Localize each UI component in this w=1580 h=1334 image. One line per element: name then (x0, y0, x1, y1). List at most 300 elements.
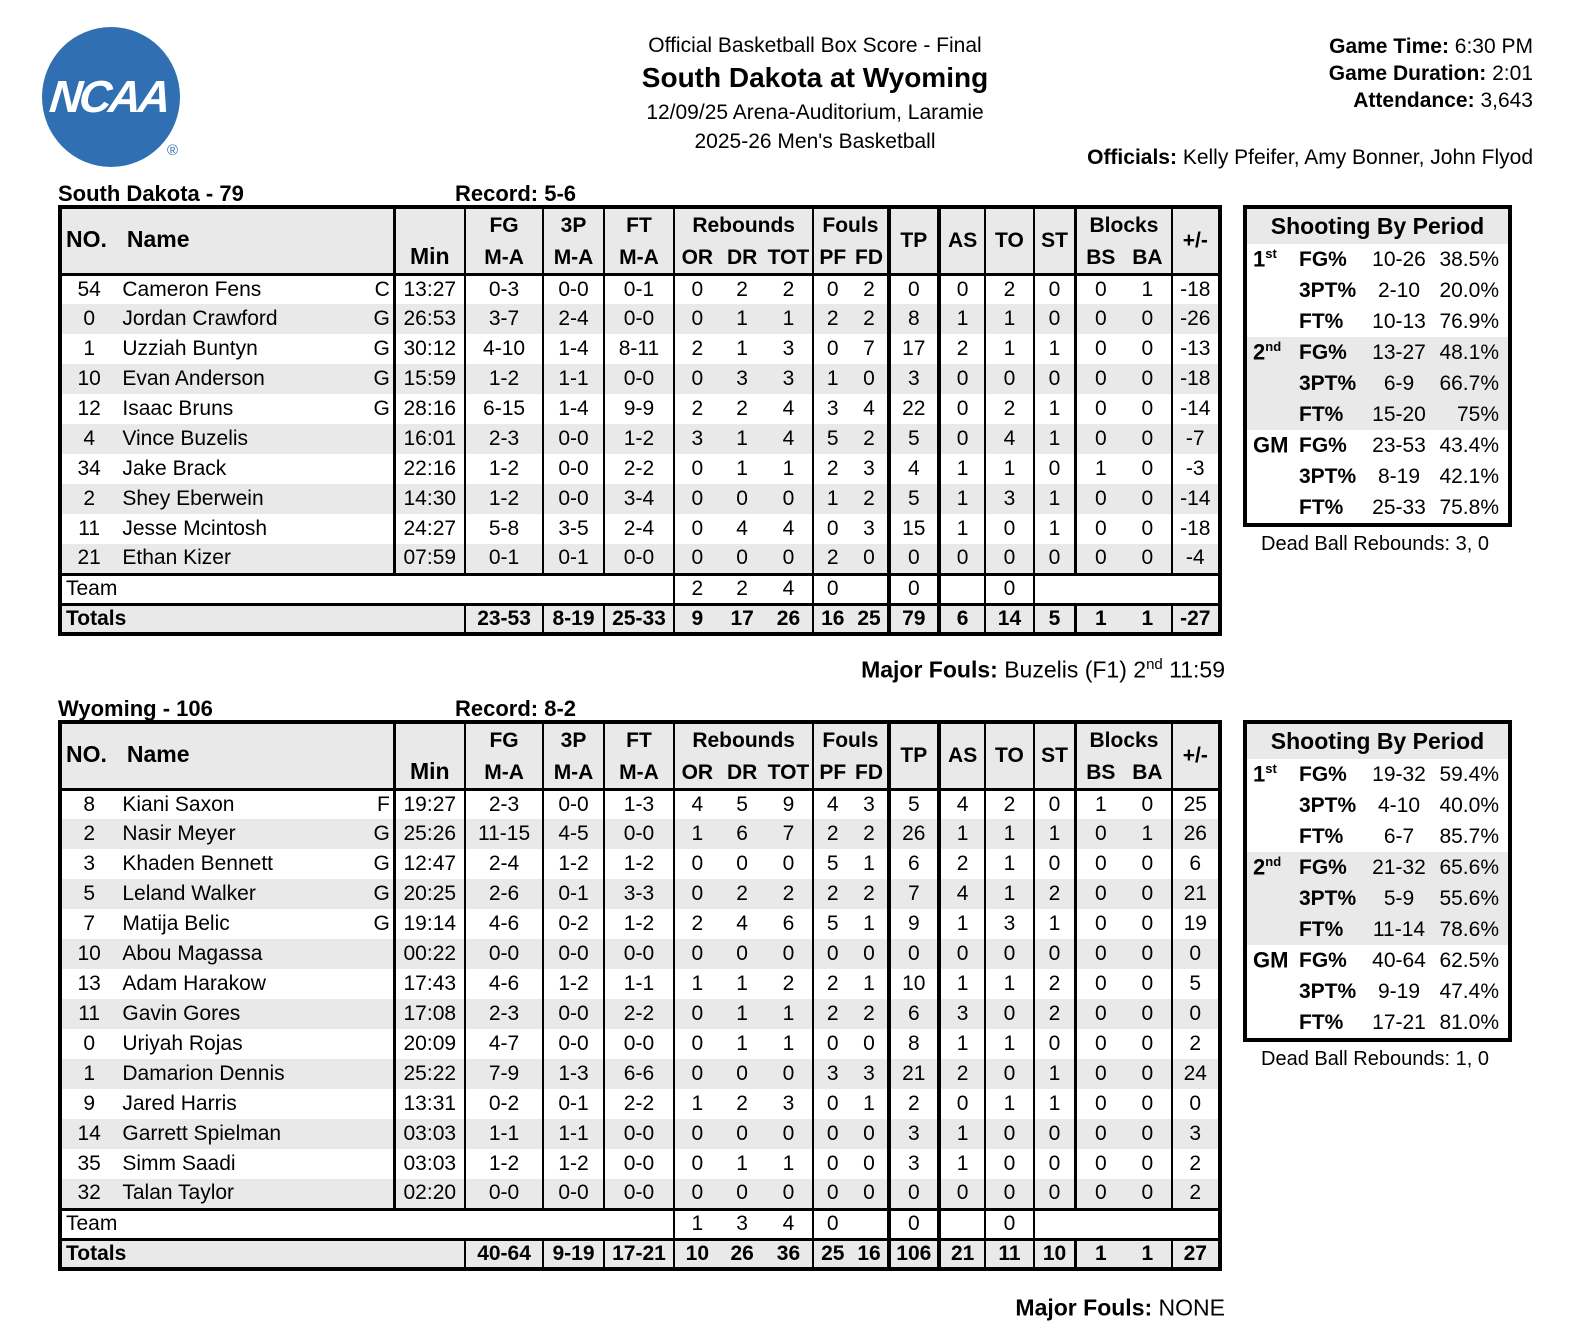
shooting-made-att: 19-32 (1372, 762, 1426, 786)
stat-ft: 1-3 (604, 789, 674, 819)
player-number: 5 (60, 879, 116, 909)
stat-ba: 1 (1141, 277, 1154, 301)
totals-label: Totals (60, 604, 465, 634)
stat-min: 17:43 (394, 969, 464, 999)
shooting-stat-label: 3PT% (1299, 793, 1357, 817)
col-name-label: Name (126, 740, 190, 767)
stat-pm: -18 (1172, 274, 1220, 304)
major-fouls-away (58, 656, 1225, 684)
stat-min: 25:26 (394, 819, 464, 849)
stat-bs: 0 (1076, 1149, 1124, 1179)
stat-min: 17:08 (394, 999, 464, 1029)
shooting-period-num: 2 (1253, 854, 1266, 880)
team-stat-dr: 3 (736, 1212, 748, 1235)
stat-to: 1 (985, 304, 1033, 334)
stat-bs: 0 (1076, 544, 1124, 574)
player-name-cell (116, 1119, 394, 1149)
stat-fd: 2 (851, 879, 888, 909)
player-number: 9 (83, 1092, 96, 1115)
stat-to: 0 (985, 1179, 1033, 1209)
player-position: F (376, 792, 390, 816)
stat-or: 3 (674, 424, 719, 454)
stat-min: 02:20 (394, 1179, 464, 1209)
stat-dr: 3 (720, 364, 765, 394)
stat-p3: 1-2 (543, 969, 603, 999)
totals-stat-ba: 1 (1124, 1239, 1171, 1269)
stat-fg: 3-7 (465, 304, 544, 334)
stat-fg: 0-0 (465, 939, 544, 969)
shooting-row (1247, 821, 1508, 852)
shooting-stat-label: 3PT% (1299, 278, 1357, 302)
stat-tot: 2 (765, 879, 813, 909)
col-fouls: Fouls (813, 207, 889, 243)
stat-fg: 4-6 (465, 969, 544, 999)
stat-or: 0 (674, 544, 719, 574)
stat-tot: 6 (782, 912, 795, 935)
shooting-row (1247, 337, 1508, 368)
stat-as: 1 (956, 1152, 969, 1175)
stat-bs: 0 (1076, 514, 1124, 544)
stat-pf: 0 (813, 274, 851, 304)
stat-p3: 1-4 (543, 394, 603, 424)
player-name: Isaac Bruns (122, 397, 234, 420)
game-time-line (1329, 33, 1533, 60)
player-row (60, 544, 1220, 574)
stat-or: 0 (674, 1029, 719, 1059)
stat-p3: 1-3 (543, 1059, 603, 1089)
stat-tp: 5 (889, 484, 939, 514)
stat-pm: -7 (1172, 424, 1220, 454)
player-number: 8 (83, 792, 96, 816)
stat-dr: 2 (736, 277, 748, 301)
totals-stat-fg: 40-64 (465, 1239, 544, 1269)
player-name-cell (116, 1059, 394, 1089)
major-fouls-text: Buzelis (F1) 2 (1004, 656, 1147, 683)
registered-mark: ® (166, 142, 178, 159)
stat-dr: 2 (720, 879, 765, 909)
player-number: 3 (83, 852, 96, 875)
stat-ba: 0 (1124, 424, 1171, 454)
stat-bs: 0 (1076, 334, 1124, 364)
team-stat-or: 2 (674, 574, 719, 604)
stat-fg: 2-3 (465, 999, 544, 1029)
stat-min: 16:01 (394, 424, 464, 454)
stat-ft: 2-2 (604, 1089, 674, 1119)
player-row (60, 849, 1220, 879)
player-position: G (373, 852, 390, 875)
totals-stat-as: 6 (939, 604, 985, 634)
col-bs: BS (1076, 243, 1124, 274)
stat-bs: 0 (1076, 849, 1124, 879)
stat-dr: 2 (736, 1092, 748, 1115)
stat-dr: 4 (736, 912, 748, 935)
totals-stat-fd: 16 (851, 1239, 888, 1269)
player-number: 10 (60, 364, 116, 394)
stat-pf: 1 (813, 484, 851, 514)
shooting-made-att: 17-21 (1372, 1010, 1426, 1034)
col-3p-ma: M-A (543, 758, 603, 789)
stat-tp: 15 (889, 514, 939, 544)
stat-to: 1 (985, 819, 1033, 849)
shooting-rows (1247, 759, 1508, 1038)
stat-min: 07:59 (394, 544, 464, 574)
stat-pf: 5 (813, 424, 851, 454)
stat-st: 0 (1034, 454, 1076, 484)
stat-or: 0 (674, 1119, 719, 1149)
shooting-made-att: 8-19 (1377, 464, 1421, 488)
col-tp: TP (889, 207, 939, 274)
player-row (60, 1029, 1220, 1059)
stat-min: 13:31 (394, 1089, 464, 1119)
player-name-cell (116, 789, 394, 819)
totals-stat-p3: 8-19 (543, 604, 603, 634)
shooting-pct: 62.5% (1439, 948, 1499, 972)
stat-pm: -13 (1172, 334, 1220, 364)
totals-stat-tot: 36 (765, 1239, 813, 1269)
shooting-period (1253, 854, 1299, 880)
stat-pm: -14 (1172, 394, 1220, 424)
stat-as: 1 (939, 1119, 985, 1149)
stat-st: 0 (1034, 1029, 1076, 1059)
team-stat-to: 0 (985, 1209, 1033, 1239)
stat-tot: 1 (765, 999, 813, 1029)
stat-pf: 2 (813, 454, 851, 484)
stat-st: 1 (1034, 819, 1076, 849)
stat-tot: 7 (765, 819, 813, 849)
stat-tp: 26 (889, 819, 939, 849)
col-no-label: NO. (66, 740, 107, 767)
stat-bs: 0 (1076, 999, 1124, 1029)
stat-as: 0 (939, 1179, 985, 1209)
totals-stat-st: 10 (1034, 1239, 1076, 1269)
stat-pm: 2 (1172, 1149, 1220, 1179)
player-name: Damarion Dennis (122, 1062, 285, 1085)
stat-to: 0 (985, 1059, 1033, 1089)
attendance-line (1329, 87, 1533, 114)
shooting-panel-home (1243, 720, 1512, 1042)
shooting-row (1247, 430, 1508, 461)
stat-ba: 0 (1141, 792, 1154, 816)
player-name: Cameron Fens (122, 277, 262, 301)
stat-ft: 2-4 (604, 514, 674, 544)
stat-min: 30:12 (394, 334, 464, 364)
stat-fd: 0 (863, 1032, 875, 1055)
shooting-stat-label: FG% (1299, 340, 1347, 364)
stat-min: 14:30 (394, 484, 464, 514)
shooting-made-att: 10-26 (1372, 247, 1426, 271)
player-name: Kiani Saxon (122, 792, 235, 816)
player-name-wrap (116, 1152, 392, 1176)
player-position: G (373, 397, 390, 420)
stat-fd: 4 (863, 397, 875, 420)
stat-or: 0 (674, 939, 719, 969)
stat-bs: 0 (1076, 424, 1124, 454)
shooting-pct: 38.5% (1439, 247, 1499, 271)
player-name: Jordan Crawford (122, 307, 278, 330)
shooting-panel-title: Shooting By Period (1247, 724, 1508, 759)
stat-ft: 2-2 (604, 454, 674, 484)
stat-ft: 0-1 (604, 274, 674, 304)
shooting-row (1247, 306, 1508, 337)
shooting-period-sup: nd (1265, 854, 1282, 870)
shooting-stat-label: FG% (1299, 247, 1347, 271)
stat-ba: 0 (1124, 1119, 1171, 1149)
stat-pf: 2 (813, 999, 851, 1029)
totals-stat-ft: 25-33 (604, 604, 674, 634)
stat-fd: 0 (851, 1179, 888, 1209)
player-number: 0 (83, 1032, 96, 1055)
totals-stat-pm: 27 (1172, 1239, 1220, 1269)
shooting-made-att: 25-33 (1372, 495, 1426, 519)
table-header (60, 207, 1220, 274)
stat-as: 1 (939, 819, 985, 849)
game-header (515, 34, 1115, 154)
stat-tot: 4 (782, 517, 795, 540)
col-st: ST (1034, 207, 1076, 274)
stat-ft: 0-0 (604, 364, 674, 394)
stat-pf: 2 (813, 969, 851, 999)
shooting-rows (1247, 244, 1508, 523)
stat-bs: 0 (1076, 1059, 1124, 1089)
team-stat-dr: 2 (736, 577, 748, 600)
player-name-wrap (116, 822, 392, 846)
stat-ft: 8-11 (604, 334, 674, 364)
stat-pf: 0 (813, 1029, 851, 1059)
stat-dr: 4 (736, 517, 748, 540)
stat-fd: 0 (851, 939, 888, 969)
player-position: G (373, 307, 390, 330)
player-name: Shey Eberwein (122, 487, 264, 510)
stat-ba: 0 (1141, 1032, 1154, 1055)
col-no-label: NO. (66, 225, 107, 252)
col-pf: PF (813, 243, 851, 274)
team-header-away (58, 181, 1222, 207)
player-name: Matija Belic (122, 912, 230, 935)
player-row (60, 514, 1220, 544)
player-name: Jared Harris (122, 1092, 237, 1115)
shooting-pct: 20.0% (1439, 278, 1499, 302)
game-time-value: 6:30 PM (1454, 35, 1533, 58)
totals-row (60, 604, 1220, 634)
stat-fg: 4-6 (465, 909, 544, 939)
stat-p3: 1-2 (543, 849, 603, 879)
shooting-stat-label: FT% (1299, 402, 1344, 426)
stat-or: 1 (674, 969, 719, 999)
player-name-cell (116, 514, 394, 544)
team-header-home (58, 696, 1222, 722)
player-number: 0 (60, 304, 116, 334)
shooting-made-att: 6-7 (1383, 824, 1415, 848)
col-as: AS (939, 722, 985, 789)
stat-bs: 0 (1076, 819, 1124, 849)
game-duration-line (1329, 60, 1533, 87)
stat-as: 1 (956, 517, 969, 540)
player-name: Ethan Kizer (122, 546, 231, 570)
stat-tp: 5 (889, 424, 939, 454)
stat-pm: 5 (1172, 969, 1220, 999)
player-name: Simm Saadi (122, 1152, 236, 1175)
col-bs: BS (1076, 758, 1124, 789)
stat-to: 0 (985, 1149, 1033, 1179)
stat-to: 1 (985, 1029, 1033, 1059)
stat-fg: 7-9 (465, 1059, 544, 1089)
stat-ft: 3-4 (604, 484, 674, 514)
player-name-cell (116, 969, 394, 999)
stat-bs: 0 (1076, 1089, 1124, 1119)
stat-st: 0 (1034, 1179, 1076, 1209)
stat-or: 0 (674, 1179, 719, 1209)
document-title: Official Basketball Box Score - Final (648, 34, 982, 57)
player-number: 14 (60, 1119, 116, 1149)
col-dr: DR (720, 243, 765, 274)
player-row (60, 454, 1220, 484)
stat-pm: 6 (1172, 849, 1220, 879)
stat-tp: 0 (889, 274, 939, 304)
shooting-made-att: 2-10 (1377, 278, 1421, 302)
stat-bs: 0 (1076, 939, 1124, 969)
stat-fd: 0 (851, 544, 888, 574)
shooting-period (1253, 947, 1299, 973)
stat-or: 0 (674, 1059, 719, 1089)
player-row (60, 1059, 1220, 1089)
stat-as: 4 (939, 879, 985, 909)
player-name-wrap (116, 546, 392, 570)
shooting-pct: 66.7% (1439, 371, 1499, 395)
shooting-stat-label: FT% (1299, 495, 1344, 519)
stat-p3: 1-2 (543, 1149, 603, 1179)
player-name-wrap (116, 1062, 392, 1086)
stat-st: 0 (1034, 304, 1076, 334)
stat-pm: 0 (1172, 939, 1220, 969)
player-number: 34 (77, 457, 101, 480)
stat-st: 0 (1034, 939, 1076, 969)
stat-as: 0 (956, 1092, 969, 1115)
stat-fd: 0 (851, 1119, 888, 1149)
shooting-panel-away (1243, 205, 1512, 527)
stat-p3: 0-0 (543, 999, 603, 1029)
stat-pm: -18 (1172, 364, 1220, 394)
team-stat-or: 1 (674, 1209, 719, 1239)
player-number: 2 (60, 819, 116, 849)
stat-pm: -26 (1172, 304, 1220, 334)
shooting-row (1247, 275, 1508, 306)
stat-tot: 0 (782, 852, 795, 875)
player-number: 35 (77, 1152, 101, 1175)
stat-p3: 1-1 (543, 364, 603, 394)
team-record: Record: 8-2 (455, 696, 577, 721)
shooting-row (1247, 244, 1508, 275)
shooting-made-att: 13-27 (1372, 340, 1426, 364)
dead-ball-rebounds-away: Dead Ball Rebounds: 3, 0 (1261, 533, 1489, 555)
stat-pm: 2 (1172, 1029, 1220, 1059)
totals-row (60, 1239, 1220, 1269)
player-name: Evan Anderson (122, 367, 265, 390)
stat-or: 0 (674, 999, 719, 1029)
major-fouls-sup: nd (1146, 656, 1163, 673)
stat-p3: 0-0 (543, 454, 603, 484)
shooting-row (1247, 883, 1508, 914)
stat-st: 1 (1034, 484, 1076, 514)
stat-bs: 0 (1076, 484, 1124, 514)
stat-min: 28:16 (394, 394, 464, 424)
stat-to: 3 (985, 484, 1033, 514)
stat-to: 2 (985, 274, 1033, 304)
shooting-period-sup: nd (1265, 339, 1282, 355)
stat-min: 25:22 (394, 1059, 464, 1089)
team-rebounds-row (60, 574, 1220, 604)
stat-fd: 2 (851, 424, 888, 454)
stat-pf: 0 (813, 1149, 851, 1179)
stat-ft: 6-6 (604, 1059, 674, 1089)
stat-as: 0 (956, 397, 969, 420)
stat-as: 3 (939, 999, 985, 1029)
stat-ft: 0-0 (604, 939, 674, 969)
stat-fd: 1 (863, 912, 875, 935)
player-name: Talan Taylor (122, 1181, 235, 1205)
col-rebounds: Rebounds (674, 207, 813, 243)
stat-ft: 1-2 (604, 424, 674, 454)
player-name-wrap (116, 427, 392, 451)
shooting-stat-label: 3PT% (1299, 464, 1357, 488)
team-row-empty (1034, 1209, 1220, 1239)
stat-dr: 1 (736, 457, 748, 480)
stat-tp: 6 (889, 999, 939, 1029)
shooting-row (1247, 461, 1508, 492)
player-row (60, 999, 1220, 1029)
col-3p-ma: M-A (543, 243, 603, 274)
player-name: Gavin Gores (122, 1002, 241, 1025)
shooting-pct: 85.7% (1439, 824, 1499, 848)
shooting-stat-label: FG% (1299, 855, 1347, 879)
stat-ba: 0 (1141, 852, 1154, 875)
player-name-cell (116, 304, 394, 334)
stat-tot: 0 (765, 1179, 813, 1209)
stat-tp: 4 (889, 454, 939, 484)
player-name: Uzziah Buntyn (122, 337, 258, 360)
stat-st: 0 (1034, 364, 1076, 394)
stat-p3: 3-5 (543, 514, 603, 544)
player-name-wrap (116, 882, 392, 906)
player-row (60, 969, 1220, 999)
shooting-made-att: 21-32 (1372, 855, 1426, 879)
stat-ft: 9-9 (604, 394, 674, 424)
stat-fg: 4-10 (465, 334, 544, 364)
stat-to: 4 (985, 424, 1033, 454)
stat-fg: 11-15 (465, 819, 544, 849)
stat-st: 2 (1034, 969, 1076, 999)
major-fouls-label: Major Fouls: (861, 656, 998, 683)
stat-st: 0 (1034, 544, 1076, 574)
team-stat-tp: 0 (889, 574, 939, 604)
stat-as: 0 (939, 939, 985, 969)
col-ft: FT (604, 207, 674, 243)
stat-fd: 3 (863, 792, 875, 816)
player-position: G (373, 912, 390, 935)
totals-stat-bs: 1 (1076, 1239, 1124, 1269)
stat-dr: 1 (736, 972, 748, 995)
col-ft-ma: M-A (604, 243, 674, 274)
shooting-row (1247, 790, 1508, 821)
stat-p3: 0-0 (543, 1029, 603, 1059)
stat-or: 0 (674, 514, 719, 544)
player-row (60, 484, 1220, 514)
stat-ba: 0 (1124, 939, 1171, 969)
shooting-row (1247, 759, 1508, 790)
shooting-stat-label: 3PT% (1299, 371, 1357, 395)
stat-ba: 0 (1124, 1179, 1171, 1209)
player-number: 1 (60, 1059, 116, 1089)
totals-label: Totals (60, 1239, 465, 1269)
